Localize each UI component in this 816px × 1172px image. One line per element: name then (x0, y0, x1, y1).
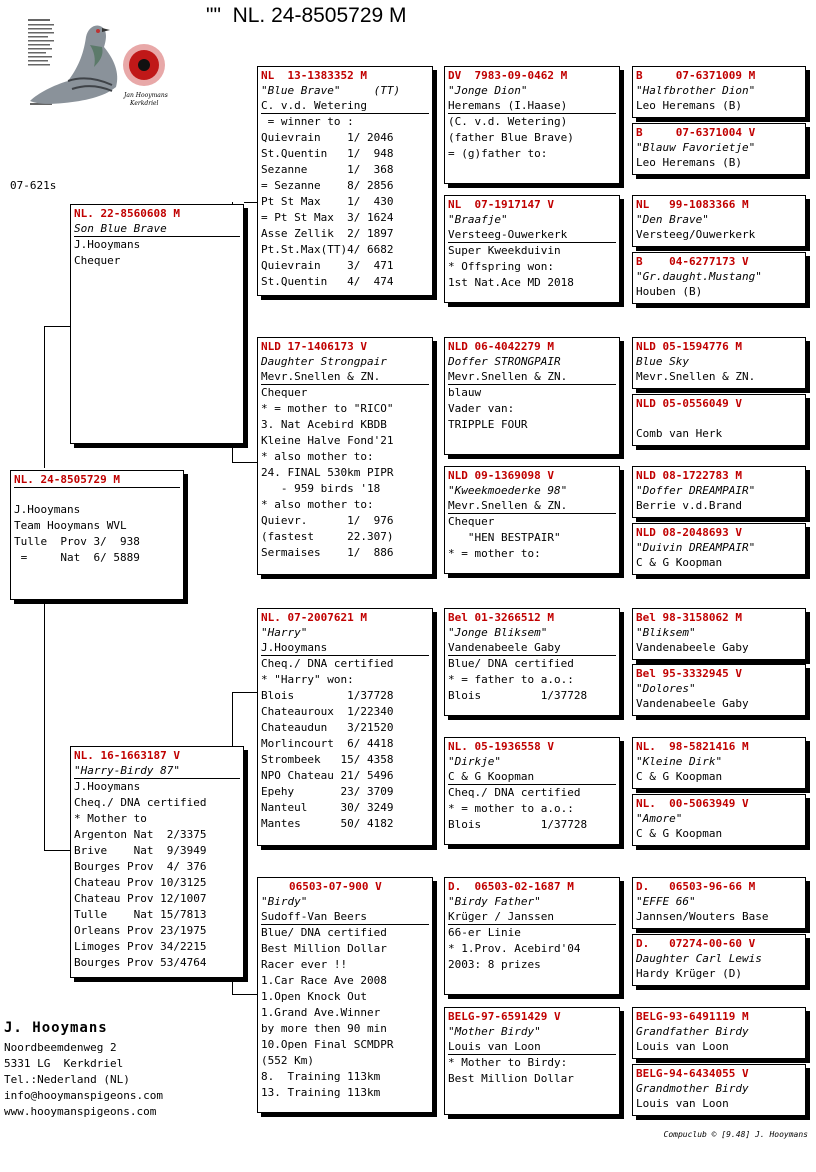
info-line: (C. v.d. Wetering) (448, 115, 568, 128)
pigeon-name: "Harry-Birdy 87" (74, 763, 240, 779)
info-line: Asse Zellik 2/ 1897 (261, 227, 394, 240)
pigeon-name: Son Blue Brave (74, 221, 240, 237)
pigeon-card-gg (632, 1064, 806, 1116)
info-line: * = father to a.o.: (448, 673, 574, 686)
info-line: Pt.St.Max(TT)4/ 6682 (261, 243, 394, 256)
pigeon-name: "Blue Brave" (TT) (261, 84, 401, 97)
info-line: Kleine Halve Fond'21 (261, 434, 394, 447)
breeder-name: Krüger / Janssen (448, 909, 616, 925)
pigeon-name: "Den Brave" (636, 213, 709, 226)
info-line: Chequer (448, 515, 495, 528)
ring-number: NL. 05-1936558 V (448, 740, 554, 753)
info-line: * Mother to Birdy: (448, 1056, 568, 1069)
ring-number: NL 99-1083366 M (636, 198, 749, 211)
info-line: 10.Open Final SCMDPR (261, 1038, 394, 1051)
ring-number: Bel 98-3158062 M (636, 611, 742, 624)
info-line: = winner to : (261, 115, 354, 128)
info-line: Quievr. 1/ 976 (261, 514, 394, 527)
ring-number: NL 07-1917147 V (448, 198, 554, 211)
info-line: 1.Open Knock Out (261, 990, 367, 1003)
connector (44, 326, 45, 468)
info-line: TRIPPLE FOUR (448, 418, 528, 431)
info-line: - 959 birds '18 (261, 482, 381, 495)
info-line: Chateauroux 1/22340 (261, 705, 394, 718)
info-line: * also mother to: (261, 450, 374, 463)
breeder-name: Berrie v.d.Brand (636, 499, 742, 512)
breeder-name: C. v.d. Wetering (261, 98, 429, 114)
info-line: Chequer (261, 386, 308, 399)
info-line: = Nat 6/ 5889 (14, 551, 140, 564)
ring-number: B 07-6371004 V (636, 126, 756, 139)
ring-number: Bel 95-3332945 V (636, 667, 742, 680)
page-title: "" NL. 24-8505729 M (206, 4, 407, 27)
logo-text-1: Jan Hooymans (124, 92, 168, 99)
breeder-name: Louis van Loon (448, 1039, 616, 1055)
ring-number: NL. 07-2007621 M (261, 611, 367, 624)
pigeon-card-dds (444, 877, 620, 995)
pigeon-name: "Dolores" (636, 682, 696, 695)
pigeon-card-gg (632, 337, 806, 389)
pigeon-card-sire-dam (257, 337, 433, 575)
info-line: by more then 90 min (261, 1022, 387, 1035)
breeder-name: J.Hooymans (261, 640, 429, 656)
info-line: * = mother to "RICO" (261, 402, 394, 415)
info-line: 3. Nat Acebird KBDB (261, 418, 387, 431)
info-line: * Mother to (74, 812, 147, 825)
info-line: 13. Training 113km (261, 1086, 381, 1099)
breeder-name: Leo Heremans (B) (636, 99, 742, 112)
breeder-name: Jannsen/Wouters Base (636, 910, 769, 923)
ring-number: NL. 22-8560608 M (74, 207, 180, 220)
logo-pigeon (24, 15, 172, 115)
info-line: J.Hooymans (74, 780, 141, 793)
breeder-name: Comb van Herk (636, 427, 723, 440)
logo-text-2: Kerkdriel (130, 100, 159, 107)
info-line: 1.Grand Ave.Winner (261, 1006, 381, 1019)
pigeon-name: "Amore" (636, 812, 683, 825)
info-line: "HEN BESTPAIR" (448, 531, 561, 544)
info-line: Cheq./ DNA certified (261, 657, 394, 670)
software-credit: Compuclub © [9.48] J. Hooymans (663, 1130, 808, 1139)
info-line: * also mother to: (261, 498, 374, 511)
pigeon-card-sire-sire (257, 66, 433, 296)
breeder-name: Vandenabeele Gaby (448, 640, 616, 656)
ring-number: D. 07274-00-60 V (636, 937, 756, 950)
info-line: Sezanne 1/ 368 (261, 163, 394, 176)
breeder-name: Vandenabeele Gaby (636, 641, 749, 654)
ring-number: BELG-93-6491119 M (636, 1010, 749, 1023)
info-line: = (g)father to: (448, 147, 548, 160)
info-line: Sermaises 1/ 886 (261, 546, 394, 559)
info-line: Blois 1/37728 (448, 689, 588, 702)
info-line: Super Kweekduivin (448, 244, 561, 257)
ring-number: Bel 01-3266512 M (448, 611, 554, 624)
breeder-name: Mevr.Snellen & ZN. (636, 370, 756, 383)
info-line: = Pt St Max 3/ 1624 (261, 211, 394, 224)
info-line: Best Million Dollar (448, 1072, 574, 1085)
info-line: Vader van: (448, 402, 515, 415)
info-line: Chequer (74, 254, 121, 267)
info-line: Strombeek 15/ 4358 (261, 753, 394, 766)
breeder-name: C & G Koopman (636, 770, 723, 783)
info-line: Racer ever !! (261, 958, 348, 971)
pigeon-name: "Jonge Bliksem" (448, 626, 548, 639)
pigeon-card-ssd (444, 195, 620, 303)
pigeon-name: Doffer STRONGPAIR (448, 355, 561, 368)
pigeon-card-gg (632, 794, 806, 846)
pigeon-name: "Duivin DREAMPAIR" (636, 541, 756, 554)
ring-number: NLD 17-1406173 V (261, 340, 367, 353)
pigeon-name: "EFFE 66" (636, 895, 696, 908)
ring-number: NLD 08-2048693 V (636, 526, 742, 539)
info-line: Argenton Nat 2/3375 (74, 828, 207, 841)
info-line: * 1.Prov. Acebird'04 (448, 942, 581, 955)
info-line: Chateau Prov 10/3125 (74, 876, 207, 889)
info-line: Epehy 23/ 3709 (261, 785, 394, 798)
connector (44, 326, 70, 327)
info-line: Blois 1/37728 (261, 689, 394, 702)
info-line: (fastest 22.307) (261, 530, 394, 543)
address-line: 5331 LG Kerkdriel (4, 1057, 124, 1070)
info-line: Nanteul 30/ 3249 (261, 801, 394, 814)
connector (44, 850, 70, 851)
pedigree-code: 07-621s (10, 179, 57, 192)
pigeon-name: Grandmother Birdy (636, 1082, 749, 1095)
pigeon-card-gg (632, 737, 806, 789)
info-line: = Sezanne 8/ 2856 (261, 179, 394, 192)
breeder-name: Heremans (I.Haase) (448, 98, 616, 114)
pigeon-card-gg (632, 195, 806, 247)
pigeon-name: "Harry" (261, 626, 308, 639)
breeder-name: C & G Koopman (448, 769, 616, 785)
ring-number: B 07-6371009 M (636, 69, 756, 82)
pigeon-name: Daughter Carl Lewis (636, 952, 762, 965)
connector (232, 462, 257, 463)
info-line: Blue/ DNA certified (448, 657, 574, 670)
info-line: Cheq./ DNA certified (74, 796, 207, 809)
ring-number: NLD 06-4042279 M (448, 340, 554, 353)
info-line: * "Harry" won: (261, 673, 354, 686)
pigeon-name: "Gr.daught.Mustang" (636, 270, 762, 283)
ring-number: NLD 05-0556049 V (636, 397, 742, 410)
breeder-name: Louis van Loon (636, 1097, 729, 1110)
connector (232, 692, 257, 693)
breeder-name: Hardy Krüger (D) (636, 967, 742, 980)
info-line: (father Blue Brave) (448, 131, 574, 144)
info-line: Quievrain 3/ 471 (261, 259, 394, 272)
info-line: Limoges Prov 34/2215 (74, 940, 207, 953)
info-line: J.Hooymans (74, 238, 141, 251)
info-line: 1st Nat.Ace MD 2018 (448, 276, 574, 289)
ring-number: NLD 09-1369098 V (448, 469, 554, 482)
pigeon-card-gg (632, 394, 806, 446)
pigeon-card-sss (444, 66, 620, 184)
info-line: Tulle Prov 3/ 938 (14, 535, 140, 548)
pigeon-card-dsd (444, 737, 620, 845)
breeder-name: C & G Koopman (636, 827, 723, 840)
breeder-name: Vandenabeele Gaby (636, 697, 749, 710)
info-line: 24. FINAL 530km PIPR (261, 466, 394, 479)
ring-number: BELG-97-6591429 V (448, 1010, 561, 1023)
pigeon-name: "Braafje" (448, 213, 508, 226)
connector (232, 994, 257, 995)
website-link[interactable]: www.hooymanspigeons.com (4, 1105, 157, 1118)
pigeon-card-gg (632, 877, 806, 929)
pigeon-name: "Mother Birdy" (448, 1025, 541, 1038)
connector (244, 202, 257, 203)
owner-address (4, 1020, 163, 1120)
info-line: Bourges Prov 53/4764 (74, 956, 207, 969)
info-line: Bourges Prov 4/ 376 (74, 860, 207, 873)
pigeon-name: "Jonge Dion" (448, 84, 528, 97)
breeder-name: Leo Heremans (B) (636, 156, 742, 169)
ring-number: NL. 98-5821416 M (636, 740, 749, 753)
breeder-name: Mevr.Snellen & ZN. (448, 369, 616, 385)
pigeon-name: "Bliksem" (636, 626, 696, 639)
pigeon-name: "Doffer DREAMPAIR" (636, 484, 756, 497)
owner-name: J. Hooymans (4, 1020, 108, 1036)
pigeon-card-gg (632, 934, 806, 986)
pigeon-card-sdd (444, 466, 620, 574)
info-line: 66-er Linie (448, 926, 521, 939)
info-line: 1.Car Race Ave 2008 (261, 974, 387, 987)
breeder-name: Mevr.Snellen & ZN. (261, 369, 429, 385)
pigeon-card-gg (632, 608, 806, 660)
info-line: Chateaudun 3/21520 (261, 721, 394, 734)
info-line: Tulle Nat 15/7813 (74, 908, 207, 921)
info-line: * = mother to a.o.: (448, 802, 574, 815)
info-line: Team Hooymans WVL (14, 519, 127, 532)
ring-number: NL. 00-5063949 V (636, 797, 749, 810)
pigeon-name: "Dirkje" (448, 755, 501, 768)
ring-number: D. 06503-96-66 M (636, 880, 756, 893)
info-line: Cheq./ DNA certified (448, 786, 581, 799)
pigeon-card-dam-dam (257, 877, 433, 1113)
info-line: Mantes 50/ 4182 (261, 817, 394, 830)
pigeon-card-gg (632, 466, 806, 518)
pigeon-name (636, 411, 802, 426)
address-line: Noordbeemdenweg 2 (4, 1041, 117, 1054)
info-line: Best Million Dollar (261, 942, 387, 955)
ring-number: BELG-94-6434055 V (636, 1067, 749, 1080)
info-line: (552 Km) (261, 1054, 314, 1067)
pigeon-card-gg (632, 664, 806, 716)
ring-number: D. 06503-02-1687 M (448, 880, 574, 893)
breeder-name: Mevr.Snellen & ZN. (448, 498, 616, 514)
info-line: Blois 1/37728 (448, 818, 588, 831)
breeder-name: Louis van Loon (636, 1040, 729, 1053)
info-line: Brive Nat 9/3949 (74, 844, 207, 857)
info-line: blauw (448, 386, 482, 399)
pigeon-name: Grandfather Birdy (636, 1025, 749, 1038)
pigeon-name: "Birdy" (261, 895, 308, 908)
info-line: St.Quentin 4/ 474 (261, 275, 394, 288)
breeder-name: Houben (B) (636, 285, 703, 298)
pigeon-name: Daughter Strongpair (261, 355, 387, 368)
info-line: 2003: 8 prizes (448, 958, 541, 971)
info-line: Orleans Prov 23/1975 (74, 924, 207, 937)
pigeon-card-dam-sire (257, 608, 433, 846)
pigeon-card-gg (632, 523, 806, 575)
connector (44, 602, 45, 850)
info-line: Chateau Prov 12/1007 (74, 892, 207, 905)
ring-number: 06503-07-900 V (289, 880, 382, 893)
pigeon-card-dss (444, 608, 620, 716)
info-line: Pt St Max 1/ 430 (261, 195, 394, 208)
breeder-name: Sudoff-Van Beers (261, 909, 429, 925)
pigeon-name: "Kweekmoederke 98" (448, 484, 568, 497)
pigeon-card-subject (10, 470, 184, 600)
breeder-name: C & G Koopman (636, 556, 723, 569)
info-line: NPO Chateau 21/ 5496 (261, 769, 394, 782)
pigeon-card-gg (632, 1007, 806, 1059)
breeder-name: Versteeg/Ouwerkerk (636, 228, 756, 241)
pigeon-card-sire (70, 204, 244, 444)
ring-number: NLD 08-1722783 M (636, 469, 742, 482)
ring-number: NL. 24-8505729 M (14, 472, 180, 488)
pigeon-name: Blue Sky (636, 355, 689, 368)
pigeon-card-sds (444, 337, 620, 455)
pigeon-card-gg (632, 252, 806, 304)
address-line: Tel.:Nederland (NL) (4, 1073, 130, 1086)
info-line: 8. Training 113km (261, 1070, 381, 1083)
pigeon-card-gg (632, 66, 806, 118)
info-line: J.Hooymans (14, 503, 81, 516)
pigeon-card-gg (632, 123, 806, 175)
pigeon-name: "Halfbrother Dion" (636, 84, 756, 97)
ring-number: DV 7983-09-0462 M (448, 69, 568, 82)
info-line: Quievrain 1/ 2046 (261, 131, 394, 144)
info-line: St.Quentin 1/ 948 (261, 147, 394, 160)
email-link[interactable]: info@hooymanspigeons.com (4, 1089, 163, 1102)
pigeon-card-ddd (444, 1007, 620, 1115)
ring-number: B 04-6277173 V (636, 255, 749, 268)
ring-number: NL 13-1383352 M (261, 69, 367, 82)
pigeon-name: "Birdy Father" (448, 895, 541, 908)
pigeon-card-dam (70, 746, 244, 978)
info-line: * Offspring won: (448, 260, 554, 273)
info-line: Morlincourt 6/ 4418 (261, 737, 394, 750)
breeder-name: Versteeg-Ouwerkerk (448, 227, 616, 243)
ring-number: NL. 16-1663187 V (74, 749, 180, 762)
info-line: Blue/ DNA certified (261, 926, 387, 939)
pigeon-name: "Kleine Dirk" (636, 755, 723, 768)
info-line: * = mother to: (448, 547, 541, 560)
pigeon-name: "Blauw Favorietje" (636, 141, 756, 154)
ring-number: NLD 05-1594776 M (636, 340, 742, 353)
